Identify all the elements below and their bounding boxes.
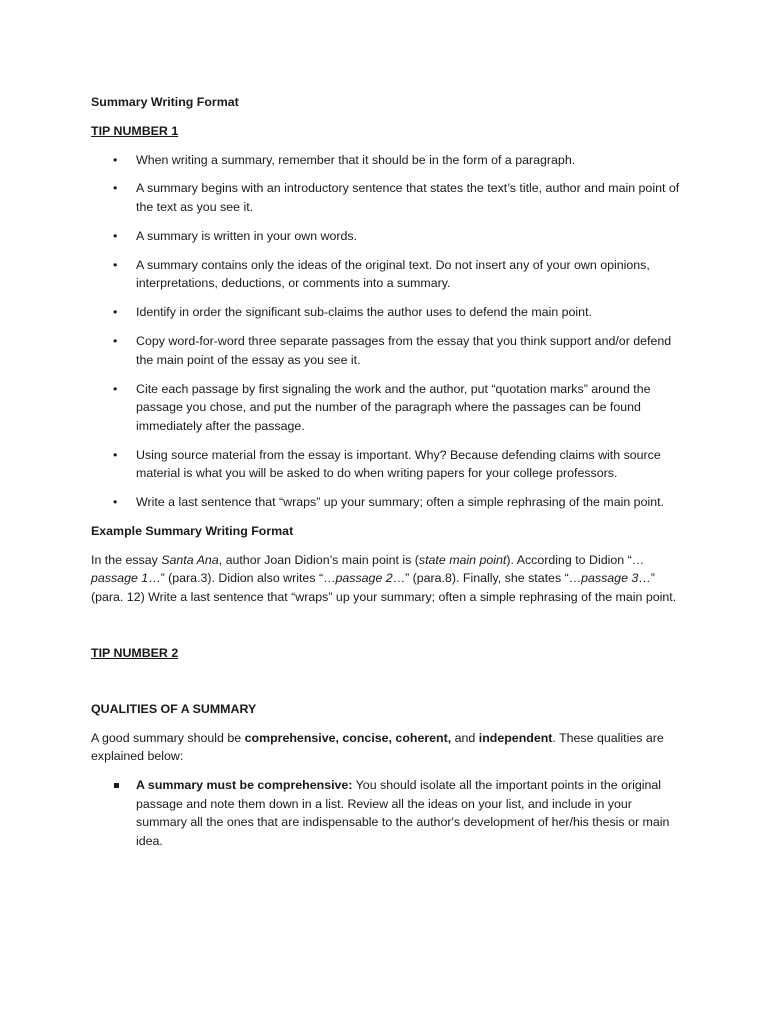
intro-qualities-list: comprehensive, concise, coherent, [244, 730, 452, 745]
list-item-text: Identify in order the significant sub-claims the author uses to defend the main point. [136, 305, 592, 320]
list-item [91, 493, 681, 512]
list-item [91, 256, 681, 293]
intro-quality-independent: independent [478, 730, 553, 745]
bullet-icon: • [113, 447, 118, 462]
bullet-icon: • [113, 495, 118, 510]
quality-title: A summary must be comprehensive: [136, 777, 353, 792]
example-heading: Example Summary Writing Format [91, 524, 294, 539]
list-item [91, 227, 681, 246]
tip-2-heading: TIP NUMBER 2 [91, 645, 179, 660]
bullet-icon: • [113, 181, 118, 196]
list-item [91, 179, 681, 216]
example-paragraph [91, 551, 681, 607]
list-item-text: A summary begins with an introductory sentence that states the text’s title, author and main point of the text as you see it. [136, 181, 680, 215]
example-text: …” (para.8). Finally, she states “… [392, 571, 582, 586]
tip-1-list [91, 151, 681, 512]
intro-text: . These qualities are explained below: [91, 730, 664, 764]
bullet-icon: • [113, 305, 118, 320]
document-page [91, 93, 681, 850]
list-item [91, 380, 681, 436]
example-text: In the essay [91, 552, 162, 567]
bullet-icon: • [113, 334, 118, 349]
example-text: …” (para. 12) Write a last sentence that “wraps” up your summary; often a simple rephrasing of the main point. [91, 571, 677, 604]
tip-1-heading: TIP NUMBER 1 [91, 124, 179, 138]
list-item-text: Copy word-for-word three separate passages from the essay that you think support and/or defend the main point of the essay as you see it. [136, 334, 672, 367]
qualities-intro [91, 729, 681, 766]
placeholder-passage-2: passage 2 [335, 571, 393, 586]
list-item [91, 446, 681, 483]
list-item [91, 332, 681, 369]
bullet-icon: • [113, 257, 118, 272]
list-item-text: Using source material from the essay is important. Why? Because defending claims with source material is what you will be asked to do when writing papers for your college professors. [136, 447, 661, 481]
bullet-icon: • [113, 152, 118, 167]
square-bullet-icon [114, 783, 119, 788]
list-item-text: Cite each passage by first signaling the work and the author, put “quotation marks” around the passage you chose, and put the number of the paragraph where the passages can be found immediately after the passage. [136, 381, 651, 433]
document-title: Summary Writing Format [91, 95, 239, 109]
bullet-icon: • [113, 228, 118, 243]
list-item-text: When writing a summary, remember that it should be in the form of a paragraph. [136, 152, 576, 167]
placeholder-passage-1: passage 1 [91, 571, 149, 586]
example-text: …” (para.3). Didion also writes “… [148, 571, 336, 586]
list-item [91, 303, 681, 322]
intro-text: A good summary should be [91, 730, 245, 745]
bullet-icon: • [113, 381, 118, 396]
essay-title: Santa Ana [161, 552, 219, 567]
placeholder-passage-3: passage 3 [581, 571, 639, 586]
list-item [91, 776, 681, 850]
list-item [91, 151, 681, 170]
list-item-text: A summary is written in your own words. [136, 228, 358, 243]
placeholder-main-point: state main point [418, 552, 507, 567]
qualities-list [91, 776, 681, 850]
list-item-text: A summary contains only the ideas of the original text. Do not insert any of your own opinions, interpretations, deductions, or comments into a summary. [136, 257, 650, 291]
example-text: , author Joan Didion’s main point is ( [218, 552, 419, 567]
quality-description: You should isolate all the important points in the original passage and note them down in a list. Review all the ideas on your list, and include in your summary all the ones that are indispensable to the author's development of her/his thesis or main idea. [136, 777, 670, 848]
qualities-heading: QUALITIES OF A SUMMARY [91, 702, 257, 717]
list-item-text: Write a last sentence that “wraps” up your summary; often a simple rephrasing of the main point. [136, 495, 664, 510]
intro-text: and [451, 730, 479, 745]
example-text: ). According to Didion “… [506, 552, 645, 567]
